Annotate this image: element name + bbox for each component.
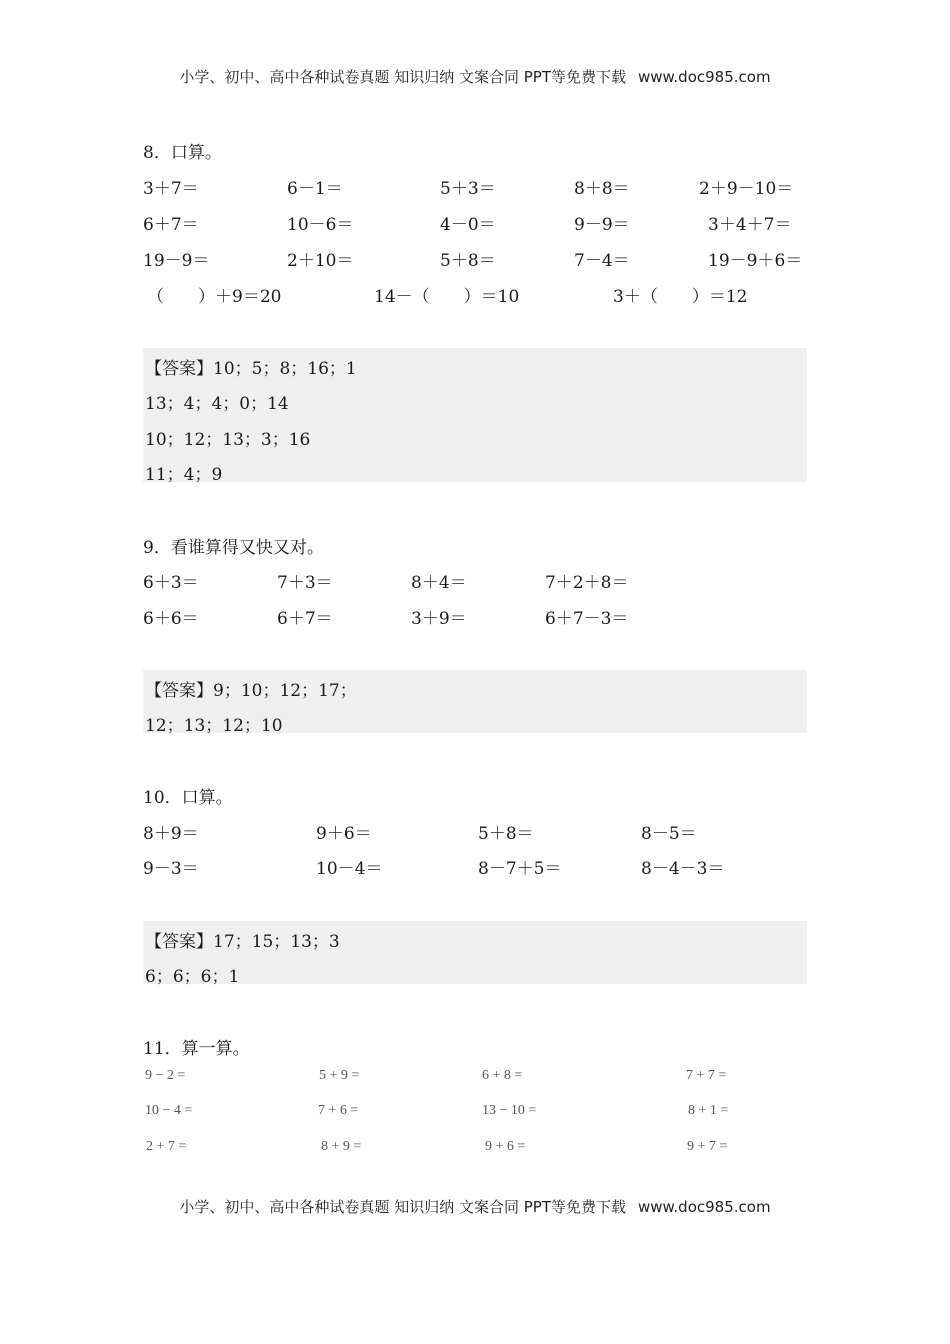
answer-line: 【答案】9；10；12；17；: [145, 681, 357, 701]
q10-title: 10．口算。: [143, 788, 233, 808]
problem: 5＋8＝: [478, 824, 534, 844]
problem: 9－9＝: [574, 215, 630, 235]
problem: 3＋7＝: [143, 179, 199, 199]
problem: 13 − 10 =: [482, 1103, 537, 1118]
problem: 8＋8＝: [574, 179, 630, 199]
problem: 6＋7－3＝: [545, 609, 629, 629]
problem: 8－5＝: [641, 824, 697, 844]
q10-answer-box: [143, 921, 807, 987]
problem: 9 + 6 =: [485, 1139, 526, 1154]
problem: 5 + 9 =: [319, 1068, 360, 1083]
problem: 5＋3＝: [440, 179, 496, 199]
q8-title: 8．口算。: [143, 143, 222, 163]
problem: 8 + 1 =: [688, 1103, 729, 1118]
problem: 4－0＝: [440, 215, 496, 235]
problem: 6＋6＝: [143, 609, 199, 629]
header-text: 小学、初中、高中各种试卷真题 知识归纳 文案合同 PPT等免费下载: [179, 68, 626, 86]
footer-text: 小学、初中、高中各种试卷真题 知识归纳 文案合同 PPT等免费下载: [179, 1198, 626, 1216]
problem: 7＋3＝: [277, 573, 333, 593]
q11-title: 11．算一算。: [143, 1039, 250, 1059]
problem: 8－4－3＝: [641, 859, 725, 879]
answer-line: 【答案】17；15；13；3: [145, 932, 340, 952]
problem: 8＋4＝: [411, 573, 467, 593]
problem: 7 + 7 =: [686, 1068, 727, 1083]
answer-line: 11；4；9: [145, 465, 223, 485]
problem: 6＋7＝: [277, 609, 333, 629]
footer-url: www.doc985.com: [637, 1198, 771, 1216]
problem: 6 + 8 =: [482, 1068, 523, 1083]
q9-answer-box: [143, 670, 807, 736]
page-header: [0, 66, 950, 87]
problem: 2 + 7 =: [146, 1139, 187, 1154]
answer-line: 6；6；6；1: [145, 967, 240, 987]
fill-blank-problem: 14－（ ）＝10: [374, 287, 520, 307]
q8-answer-box: [143, 348, 807, 485]
answer-line: 【答案】10；5；8；16；1: [145, 359, 357, 379]
problem: 6－1＝: [287, 179, 343, 199]
problem: 19－9＋6＝: [708, 251, 803, 271]
problem: 19－9＝: [143, 251, 210, 271]
q9-title: 9．看谁算得又快又对。: [143, 538, 324, 558]
problem: 6＋7＝: [143, 215, 199, 235]
problem: 10－6＝: [287, 215, 354, 235]
problem: 3＋4＋7＝: [708, 215, 792, 235]
problem: 10－4＝: [316, 859, 383, 879]
problem: 7＋2＋8＝: [545, 573, 629, 593]
answer-line: 12；13；12；10: [145, 716, 283, 736]
problem: 6＋3＝: [143, 573, 199, 593]
problem: 3＋9＝: [411, 609, 467, 629]
header-url: www.doc985.com: [637, 68, 771, 86]
problem: 7－4＝: [574, 251, 630, 271]
problem: 9 + 7 =: [687, 1139, 728, 1154]
problem: 9 − 2 =: [145, 1068, 186, 1083]
problem: 8－7＋5＝: [478, 859, 562, 879]
answer-line: 13；4；4；0；14: [145, 394, 289, 414]
problem: 10 − 4 =: [145, 1103, 193, 1118]
problem: 2＋10＝: [287, 251, 354, 271]
fill-blank-problem: 3＋（ ）＝12: [613, 287, 748, 307]
page-footer: [0, 1196, 950, 1217]
problem: 8＋9＝: [143, 824, 199, 844]
problem: 8 + 9 =: [321, 1139, 362, 1154]
problem: 9－3＝: [143, 859, 199, 879]
problem: 2＋9－10＝: [699, 179, 794, 199]
problem: 7 + 6 =: [318, 1103, 359, 1118]
answer-line: 10；12；13；3；16: [145, 430, 311, 450]
problem: 9＋6＝: [316, 824, 372, 844]
fill-blank-problem: （ ）＋9＝20: [147, 287, 282, 307]
problem: 5＋8＝: [440, 251, 496, 271]
